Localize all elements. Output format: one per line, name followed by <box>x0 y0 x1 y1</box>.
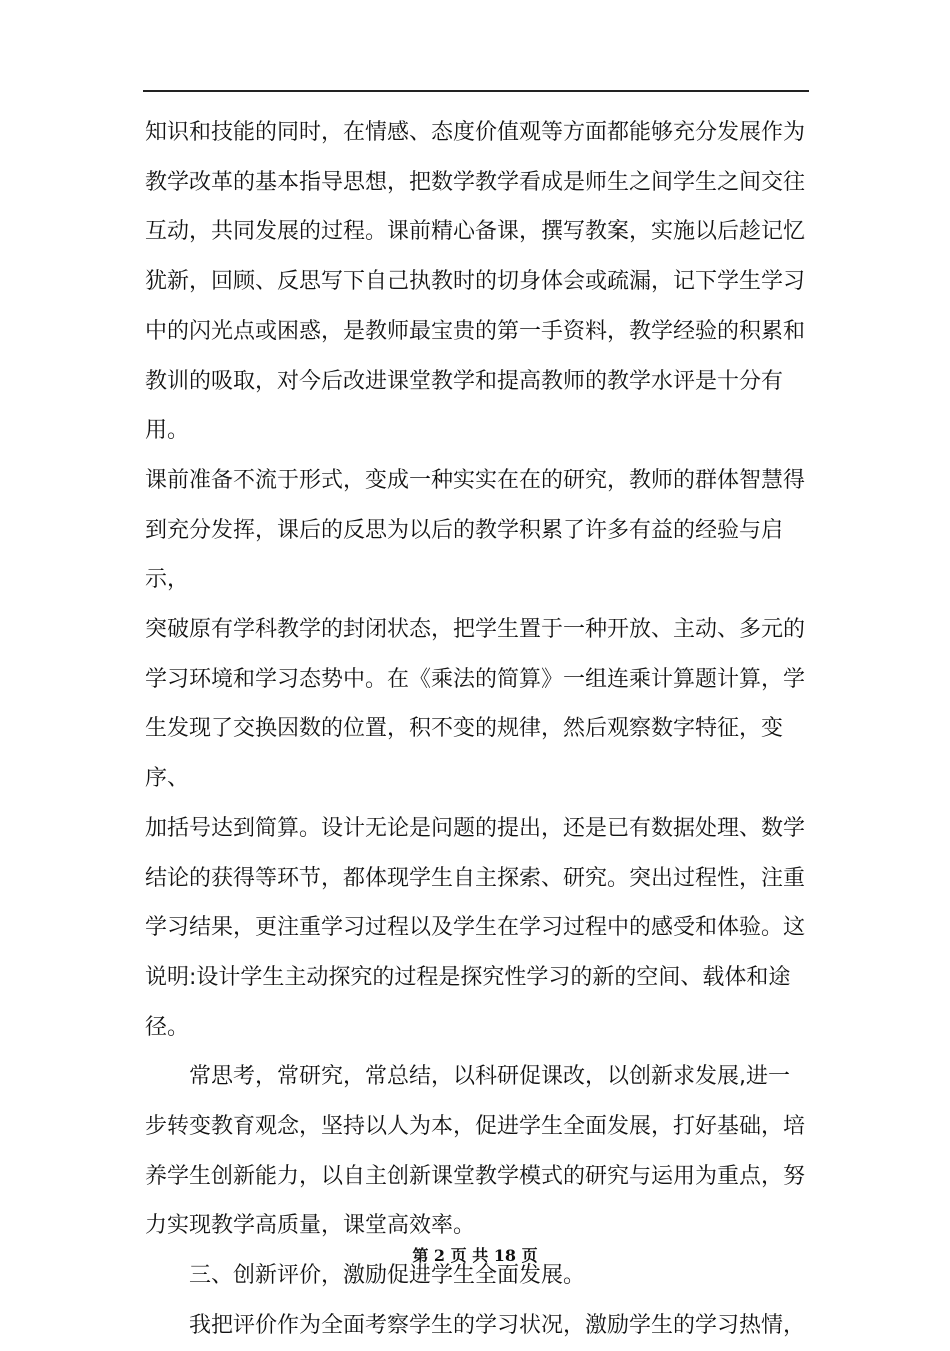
document-body <box>145 108 825 1351</box>
paragraph: 知识和技能的同时，在情感、态度价值观等方面都能够充分发展作为 教学改革的基本指导思想，把数学教学看成是师生之间学生之间交往 互动，共同发展的过程。课前精心备课，撰写教案，实施以后趁记忆 犹新，回顾、反思写下自己执教时的切身体会或疏漏，记下学生学习 中的闪光点或困惑，是教师最宝贵的第一手资料，教学经验的积累和 教训的吸取，对今后改进课堂教学和提高教师的教学水评是十分有用。 课前准备不流于形式，变成一种实实在在的研究，教师的群体智慧得 到充分发挥，课后的反思为以后的教学积累了许多有益的经验与启示， 突破原有学科教学的封闭状态，把学生置于一种开放、主动、多元的 学习环境和学习态势中。在《乘法的简算》一组连乘计算题计算，学 生发现了交换因数的位置，积不变的规律，然后观察数字特征，变序、 加括号达到简算。设计无论是问题的提出，还是已有数据处理、数学 结论的获得等环节，都体现学生自主探索、研究。突出过程性，注重 学习结果，更注重学习过程以及学生在学习过程中的感受和体验。这 说明:设计学生主动探究的过程是探究性学习的新的空间、载体和途 径。 <box>145 120 806 1040</box>
page-number: 第 2 页 共 18 页 <box>412 1246 538 1265</box>
section-heading: 三、创新评价，激励促进学生全面发展。 <box>145 1263 586 1289</box>
header-rule <box>143 90 809 92</box>
paragraph: 常思考，常研究，常总结，以科研促课改，以创新求发展,进一 步转变教育观念，坚持以人为本，促进学生全面发展，打好基础，培 养学生创新能力，以自主创新课堂教学模式的研究与运用为重点，努 力实现教学高质量，课堂高效率。 <box>145 1064 806 1239</box>
paragraph: 我把评价作为全面考察学生的学习状况，激励学生的学习热情， <box>145 1312 806 1338</box>
